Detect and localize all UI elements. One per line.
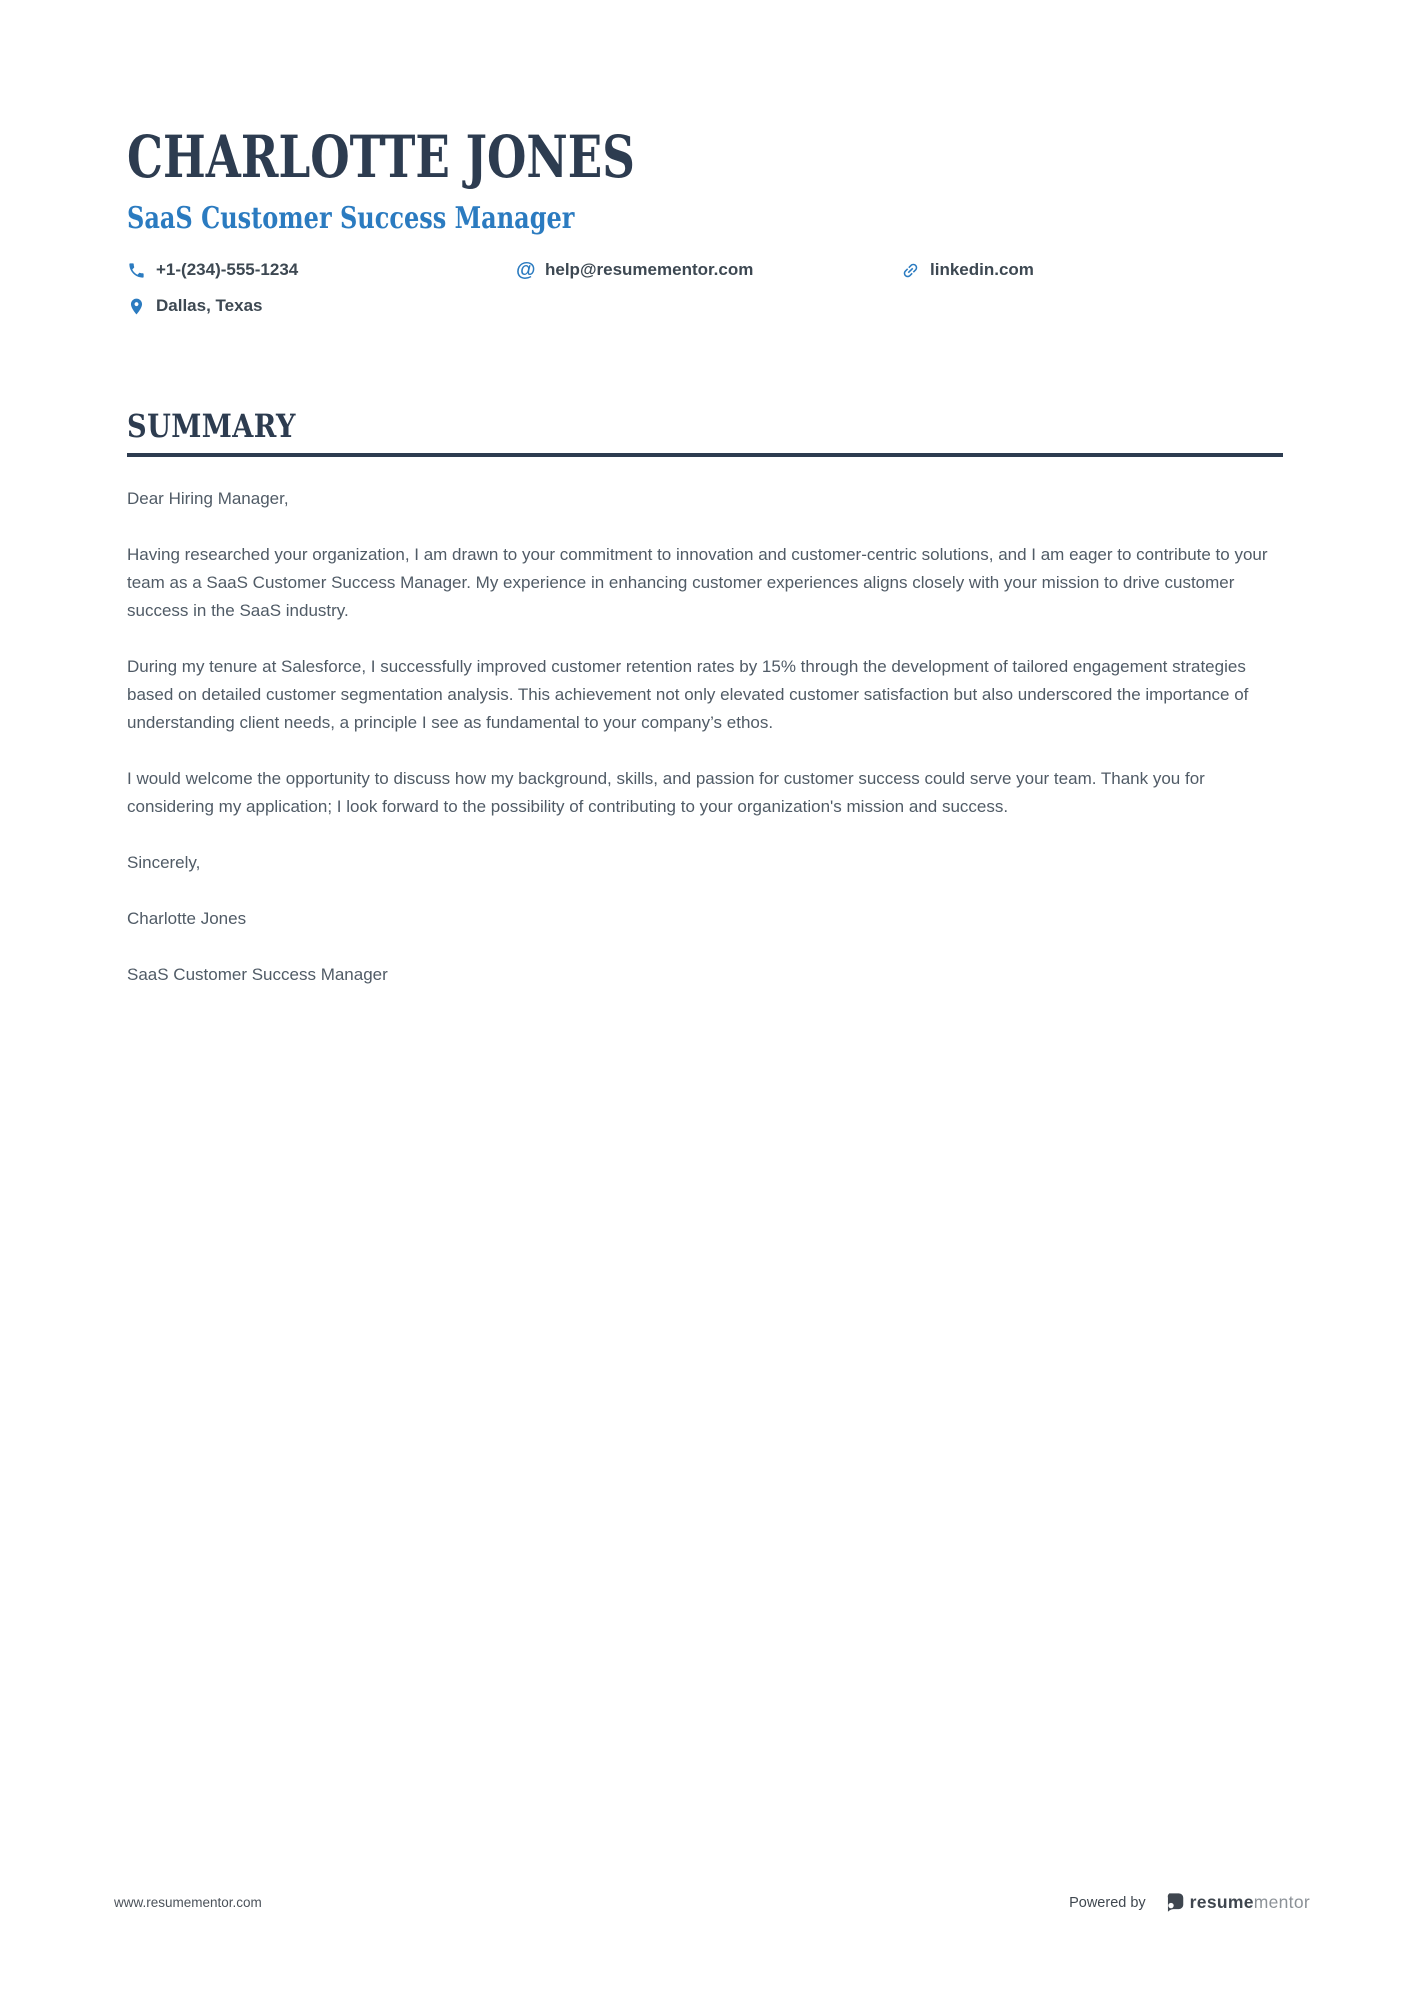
letter-paragraph: Having researched your organization, I am drawn to your commitment to innovation and customer-centric solutions, and I am eager to contribute to your team as a SaaS Customer Success Manager. My experience in enhancing customer experiences aligns closely with your mission to drive customer success in the SaaS industry. [127, 545, 1268, 620]
summary-heading: SUMMARY [127, 407, 296, 445]
letter-paragraph: I would welcome the opportunity to discuss how my background, skills, and passion for customer success could serve your team. Thank you for considering my application; I look forward to the possibility of contributing to your organization's mission and success. [127, 769, 1205, 816]
logo-text-bold: resume [1189, 1891, 1254, 1912]
phone-number: +1-(234)-555-1234 [156, 260, 299, 279]
powered-by-label: Powered by [1069, 1894, 1146, 1911]
page-footer [114, 1892, 1310, 1913]
header [127, 123, 1283, 316]
letter-salutation: Dear Hiring Manager, [127, 489, 289, 508]
contact-location [127, 296, 516, 316]
linkedin-url: linkedin.com [930, 260, 1034, 279]
phone-icon [127, 261, 146, 280]
email-address: help@resumementor.com [545, 260, 754, 279]
letter-paragraph: During my tenure at Salesforce, I successfully improved customer retention rates by 15% through the development of tailored engagement strategies based on detailed customer segmentation analysis. This achievement not only elevated customer satisfaction but also underscored the importance of understanding client needs, a principle I see as fundamental to your company’s ethos. [127, 657, 1249, 732]
letter-signature-title: SaaS Customer Success Manager [127, 965, 388, 984]
resumementor-logo[interactable] [1164, 1892, 1310, 1913]
contact-phone[interactable] [127, 260, 516, 280]
powered-by [1069, 1892, 1310, 1913]
summary-section [127, 407, 1283, 989]
email-icon: @ [516, 258, 536, 281]
logo-text [1189, 1891, 1310, 1912]
location-pin-icon [127, 297, 146, 316]
letter-content [0, 0, 1410, 989]
logo-text-light: mentor [1253, 1891, 1310, 1912]
contact-info [127, 260, 1283, 316]
person-job-title: SaaS Customer Success Manager [127, 201, 575, 236]
contact-email[interactable] [516, 260, 901, 280]
letter-signature-name: Charlotte Jones [127, 909, 247, 928]
location-text: Dallas, Texas [156, 296, 263, 315]
section-divider [127, 453, 1283, 457]
letter-body [127, 485, 1283, 989]
resumementor-logo-icon [1164, 1892, 1185, 1913]
contact-linkedin[interactable] [901, 260, 1283, 280]
footer-website-link[interactable]: www.resumementor.com [114, 1895, 262, 1910]
letter-closing: Sincerely, [127, 853, 201, 872]
person-name: CHARLOTTE JONES [127, 123, 635, 191]
link-icon [901, 261, 920, 280]
